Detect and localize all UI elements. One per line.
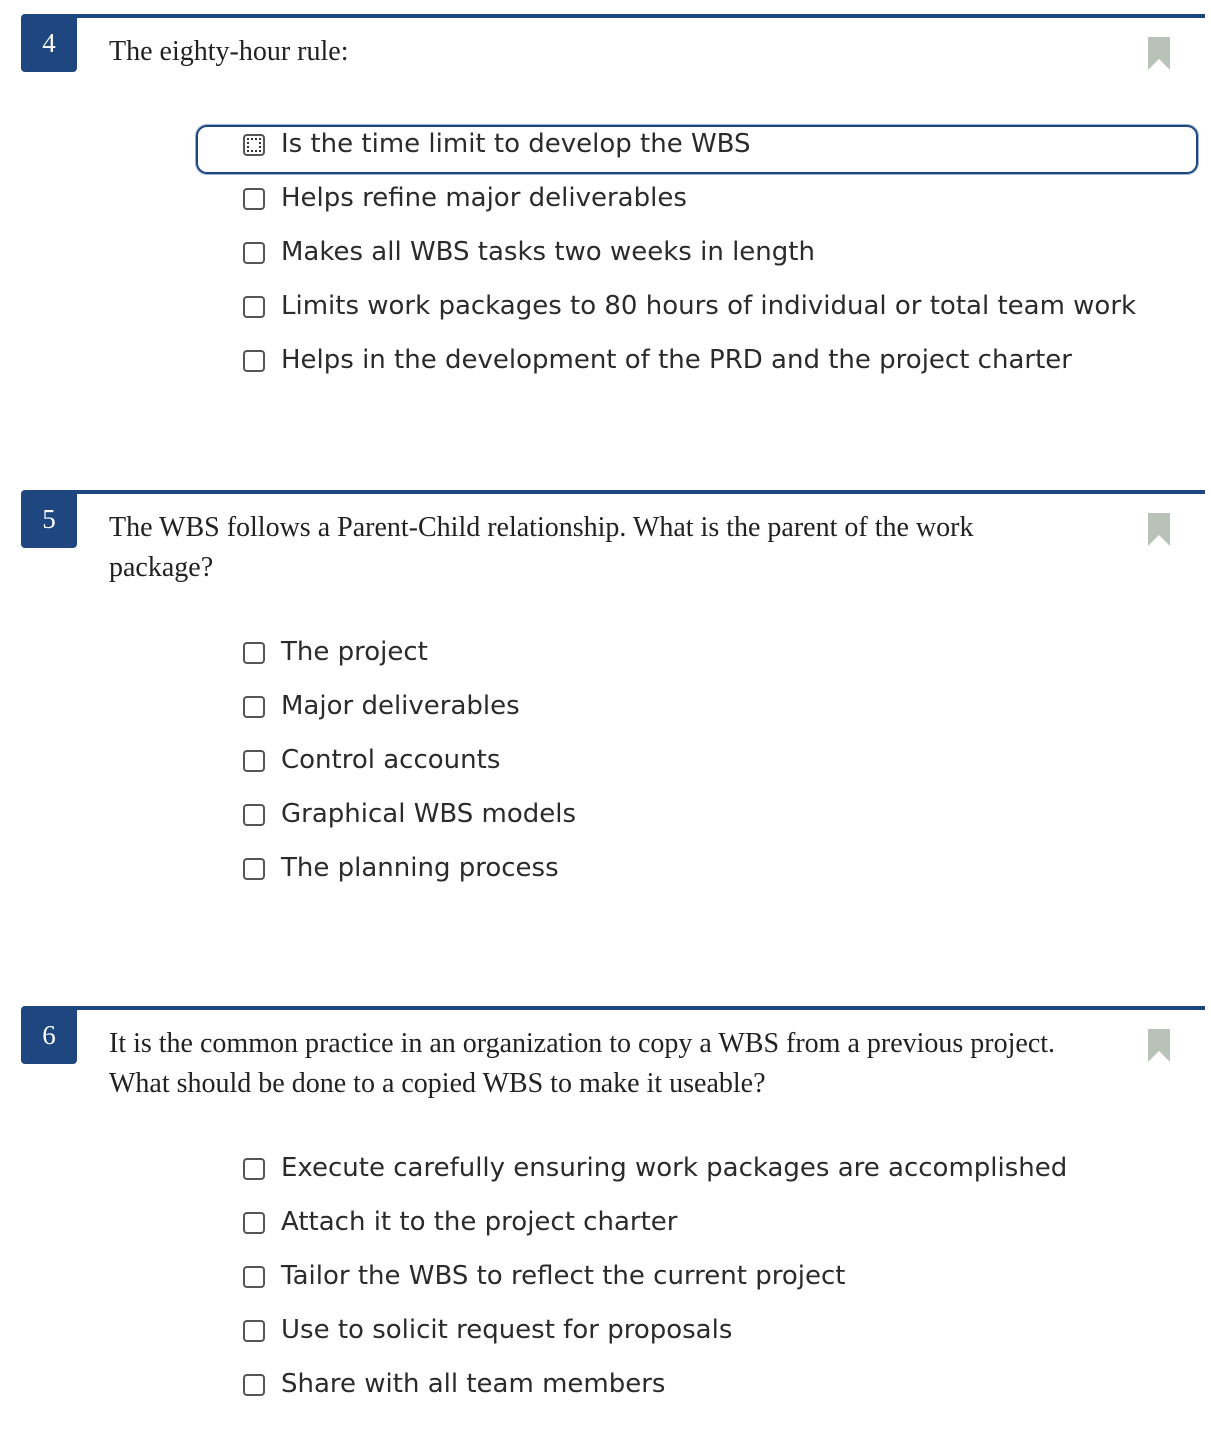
checkbox[interactable] [243, 1320, 265, 1342]
answer-option[interactable] [196, 691, 1199, 749]
answer-option[interactable] [196, 1369, 1199, 1427]
question-divider [76, 14, 1205, 18]
answer-option-label: Helps in the development of the PRD and the project charter [281, 345, 1072, 375]
answer-option-label: Major deliverables [281, 691, 520, 721]
answer-option[interactable] [196, 183, 1199, 241]
answer-option-label: Graphical WBS models [281, 799, 577, 829]
checkbox[interactable] [243, 1266, 265, 1288]
answer-option[interactable] [196, 799, 1199, 857]
question-text: The WBS follows a Parent-Child relationship. What is the parent of the work package? [109, 512, 974, 583]
answer-options [196, 637, 1199, 911]
answer-option[interactable] [196, 129, 1199, 187]
answer-option[interactable] [196, 291, 1199, 349]
answer-option-label: Is the time limit to develop the WBS [281, 129, 751, 159]
checkbox[interactable] [243, 350, 265, 372]
answer-option-label: Limits work packages to 80 hours of individual or total team work [281, 291, 1137, 321]
answer-option-label: Makes all WBS tasks two weeks in length [281, 237, 815, 267]
question-divider [76, 490, 1205, 494]
answer-option-label: Attach it to the project charter [281, 1207, 678, 1237]
answer-option[interactable] [196, 853, 1199, 911]
checkbox[interactable] [243, 642, 265, 664]
bookmark-icon[interactable] [1148, 513, 1170, 546]
checkbox[interactable] [243, 750, 265, 772]
question-number-badge: 5 [21, 490, 77, 548]
answer-option-label: Tailor the WBS to reflect the current project [281, 1261, 846, 1291]
answer-options [196, 1153, 1199, 1427]
answer-option[interactable] [196, 1315, 1199, 1373]
question-number-badge: 4 [21, 14, 77, 72]
bookmark-icon[interactable] [1148, 37, 1170, 70]
checkbox[interactable] [243, 296, 265, 318]
checkbox[interactable] [243, 242, 265, 264]
answer-option-label: Execute carefully ensuring work packages are accomplished [281, 1153, 1068, 1183]
checkbox[interactable] [243, 1212, 265, 1234]
answer-option[interactable] [196, 237, 1199, 295]
checkbox[interactable] [243, 1158, 265, 1180]
answer-option-label: The project [281, 637, 428, 667]
bookmark-icon[interactable] [1148, 1029, 1170, 1062]
answer-option-label: Control accounts [281, 745, 501, 775]
question-number-badge: 6 [21, 1006, 77, 1064]
answer-option-label: Share with all team members [281, 1369, 666, 1399]
answer-option-label: The planning process [281, 853, 559, 883]
checkbox[interactable] [243, 858, 265, 880]
answer-option[interactable] [196, 637, 1199, 695]
answer-option-label: Use to solicit request for proposals [281, 1315, 733, 1345]
answer-options [196, 129, 1199, 403]
question-text: It is the common practice in an organization to copy a WBS from a previous project. What should be done to a copied WBS to make it useable? [109, 1028, 1056, 1099]
answer-option[interactable] [196, 1261, 1199, 1319]
answer-option[interactable] [196, 345, 1199, 403]
answer-option[interactable] [196, 745, 1199, 803]
checkbox[interactable] [243, 188, 265, 210]
answer-option[interactable] [196, 1153, 1199, 1211]
question-divider [76, 1006, 1205, 1010]
answer-option-label: Helps refine major deliverables [281, 183, 687, 213]
answer-option[interactable] [196, 1207, 1199, 1265]
checkbox[interactable] [243, 696, 265, 718]
question-text: The eighty-hour rule: [109, 36, 349, 67]
checkbox[interactable] [243, 1374, 265, 1396]
checkbox[interactable] [243, 804, 265, 826]
checkbox[interactable] [243, 134, 265, 156]
